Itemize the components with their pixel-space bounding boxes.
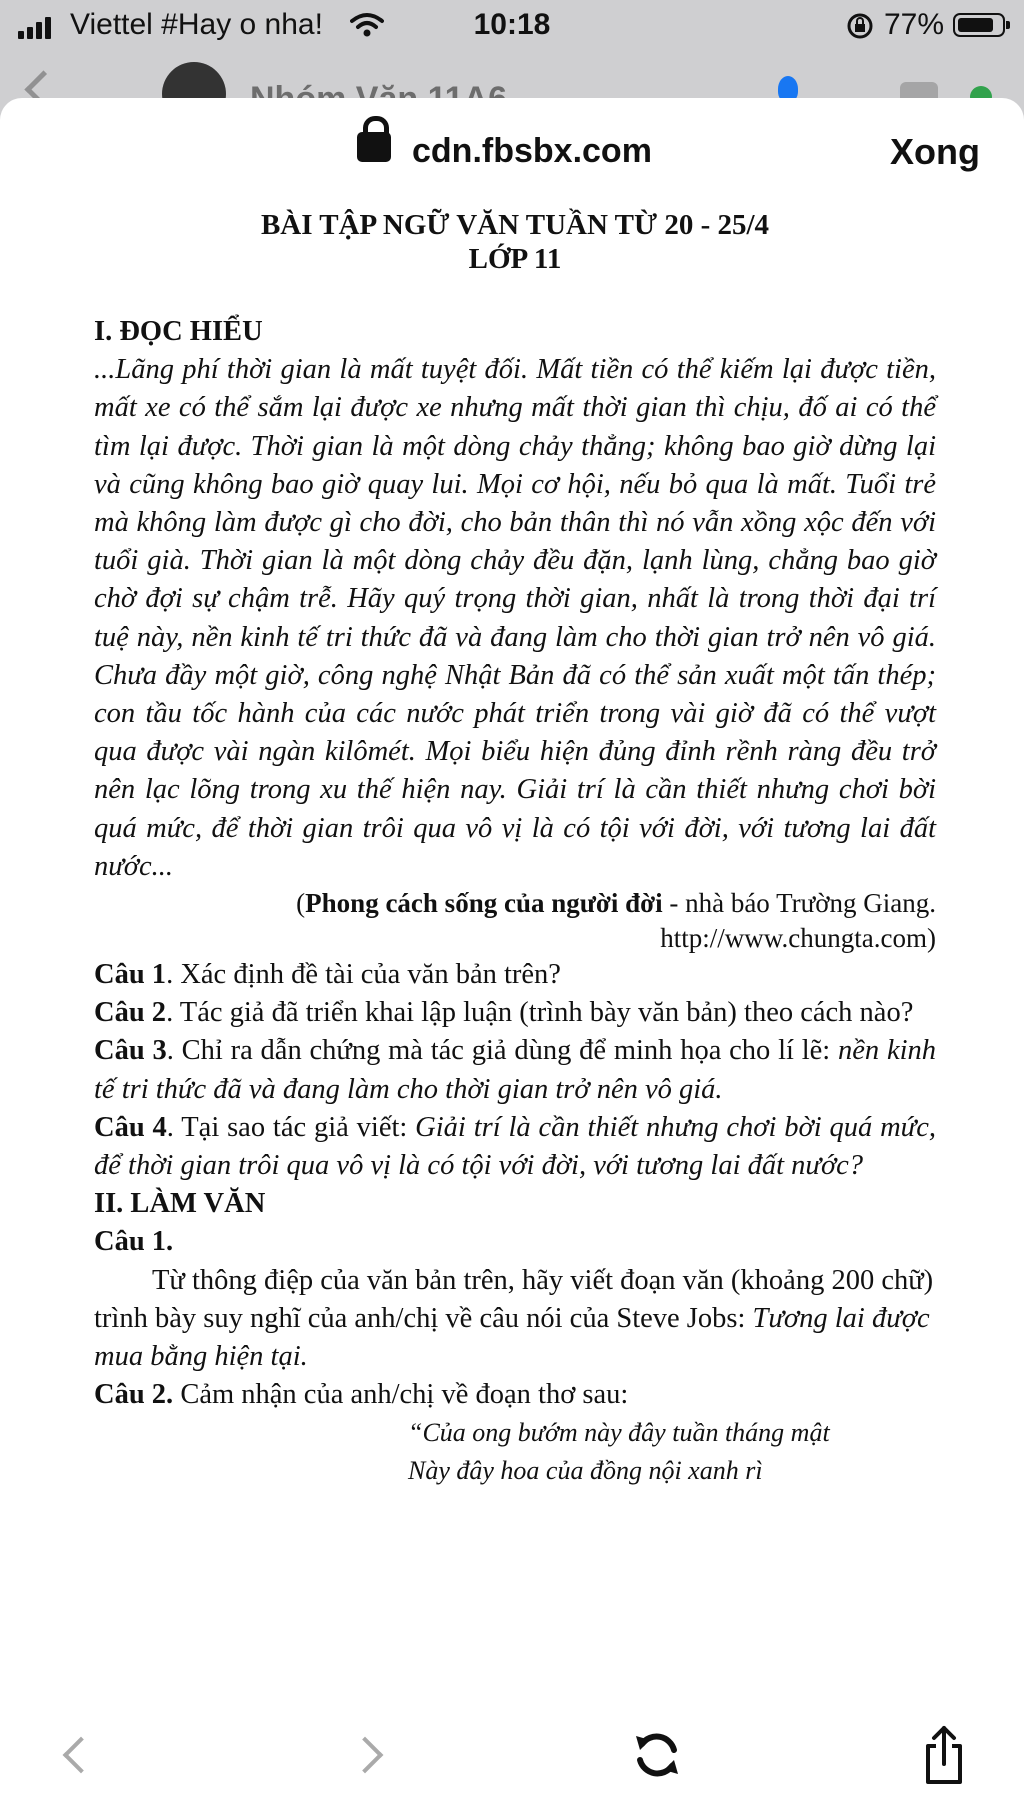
writing-task-1-label: Câu 1. xyxy=(94,1226,174,1258)
section-reading: I. ĐỌC HIỂU xyxy=(94,316,263,347)
question-1: Câu 1. Xác định đề tài của văn bản trên? xyxy=(94,959,561,991)
citation: (Phong cách sống của người đời - nhà báo Trường Giang. http://www.chungta.com) xyxy=(296,888,936,954)
url-host: cdn.fbsbx.com xyxy=(412,132,652,170)
section-writing: II. LÀM VĂN xyxy=(94,1188,266,1220)
battery-icon xyxy=(953,13,1005,37)
poem-line-2: Này đây hoa của đồng nội xanh rì xyxy=(408,1456,763,1486)
bottom-toolbar xyxy=(0,1702,1024,1820)
battery-percent: 77% xyxy=(884,8,945,41)
doc-title: BÀI TẬP NGỮ VĂN TUẦN TỪ 20 - 25/4 xyxy=(260,209,770,241)
reload-button[interactable] xyxy=(630,1728,684,1782)
doc-subtitle: LỚP 11 xyxy=(468,243,562,275)
question-3: Câu 3. Chỉ ra dẫn chứng mà tác giả dùng để minh họa cho lí lẽ: nền kinh tế tri thức đã và đang làm cho thời gian trở nên vô giá. xyxy=(94,1035,937,1105)
status-bar xyxy=(0,0,1024,56)
browser-sheet xyxy=(0,98,1024,1820)
share-button[interactable] xyxy=(920,1724,968,1786)
rotation-lock-icon xyxy=(846,12,874,40)
carrier-name: Viettel #Hay o nha! xyxy=(70,8,323,41)
poem-line-1: “Của ong bướm này đây tuần tháng mật xyxy=(408,1418,830,1448)
writing-task-2: Câu 2. Cảm nhận của anh/chị về đoạn thơ sau: xyxy=(94,1379,629,1411)
question-4: Câu 4. Tại sao tác giả viết: Giải trí là cần thiết nhưng chơi bời quá mức, để thời gian trôi qua vô vị là có tội với đời, với tương lai đất nước? xyxy=(94,1111,936,1182)
back-button[interactable] xyxy=(63,1737,100,1774)
writing-task-1: Từ thông điệp của văn bản trên, hãy viết đoạn văn (khoảng 200 chữ) trình bày suy nghĩ của anh/chị về câu nói của Steve Jobs: Tương lai được mua bằng hiện tại. xyxy=(94,1264,934,1373)
document xyxy=(94,208,936,1490)
done-button[interactable]: Xong xyxy=(890,131,980,172)
reading-passage: ...Lãng phí thời gian là mất tuyệt đối. Mất tiền có thể kiếm lại được tiền, mất xe có thể sắm lại được xe nhưng mất thời gian thì chịu, đố ai có thể tìm lại được. Thời gian là một dòng chảy thẳng; không bao giờ dừng lại và cũng không bao giờ quay lui. Mọi cơ hội, nếu bỏ qua là mất. Tuổi trẻ mà không làm được gì cho đời, cho bản thân thì nó vẫn xồng xộc đến với tuổi già. Thời gian là một dòng chảy đều đặn, lạnh lùng, chẳng bao giờ chờ đợi sự chậm trễ. Hãy quý trọng thời gian, nhất là trong thời đại trí tuệ này, nền kinh tế tri thức đã và đang làm cho thời gian trở nên vô giá. Chưa đầy một giờ, công nghệ Nhật Bản đã có thể sản xuất một tấn thép; con tầu tốc hành của các nước phát triển trong vài giờ đã có thể vượt qua được vài ngàn kilômét. Mọi biểu hiện đủng đỉnh rềnh ràng đều trở nên lạc lõng trong xu thế hiện nay. Giải trí là cần thiết nhưng chơi bời quá mức, để thời gian trôi qua vô vị là có tội với đời, với tương lai đất nước... xyxy=(94,354,936,882)
padlock-icon xyxy=(357,132,391,162)
forward-button[interactable] xyxy=(347,1737,384,1774)
url-bar xyxy=(0,98,1024,186)
question-2: Câu 2. Tác giả đã triển khai lập luận (trình bày văn bản) theo cách nào? xyxy=(94,997,914,1029)
clock: 10:18 xyxy=(473,8,551,41)
